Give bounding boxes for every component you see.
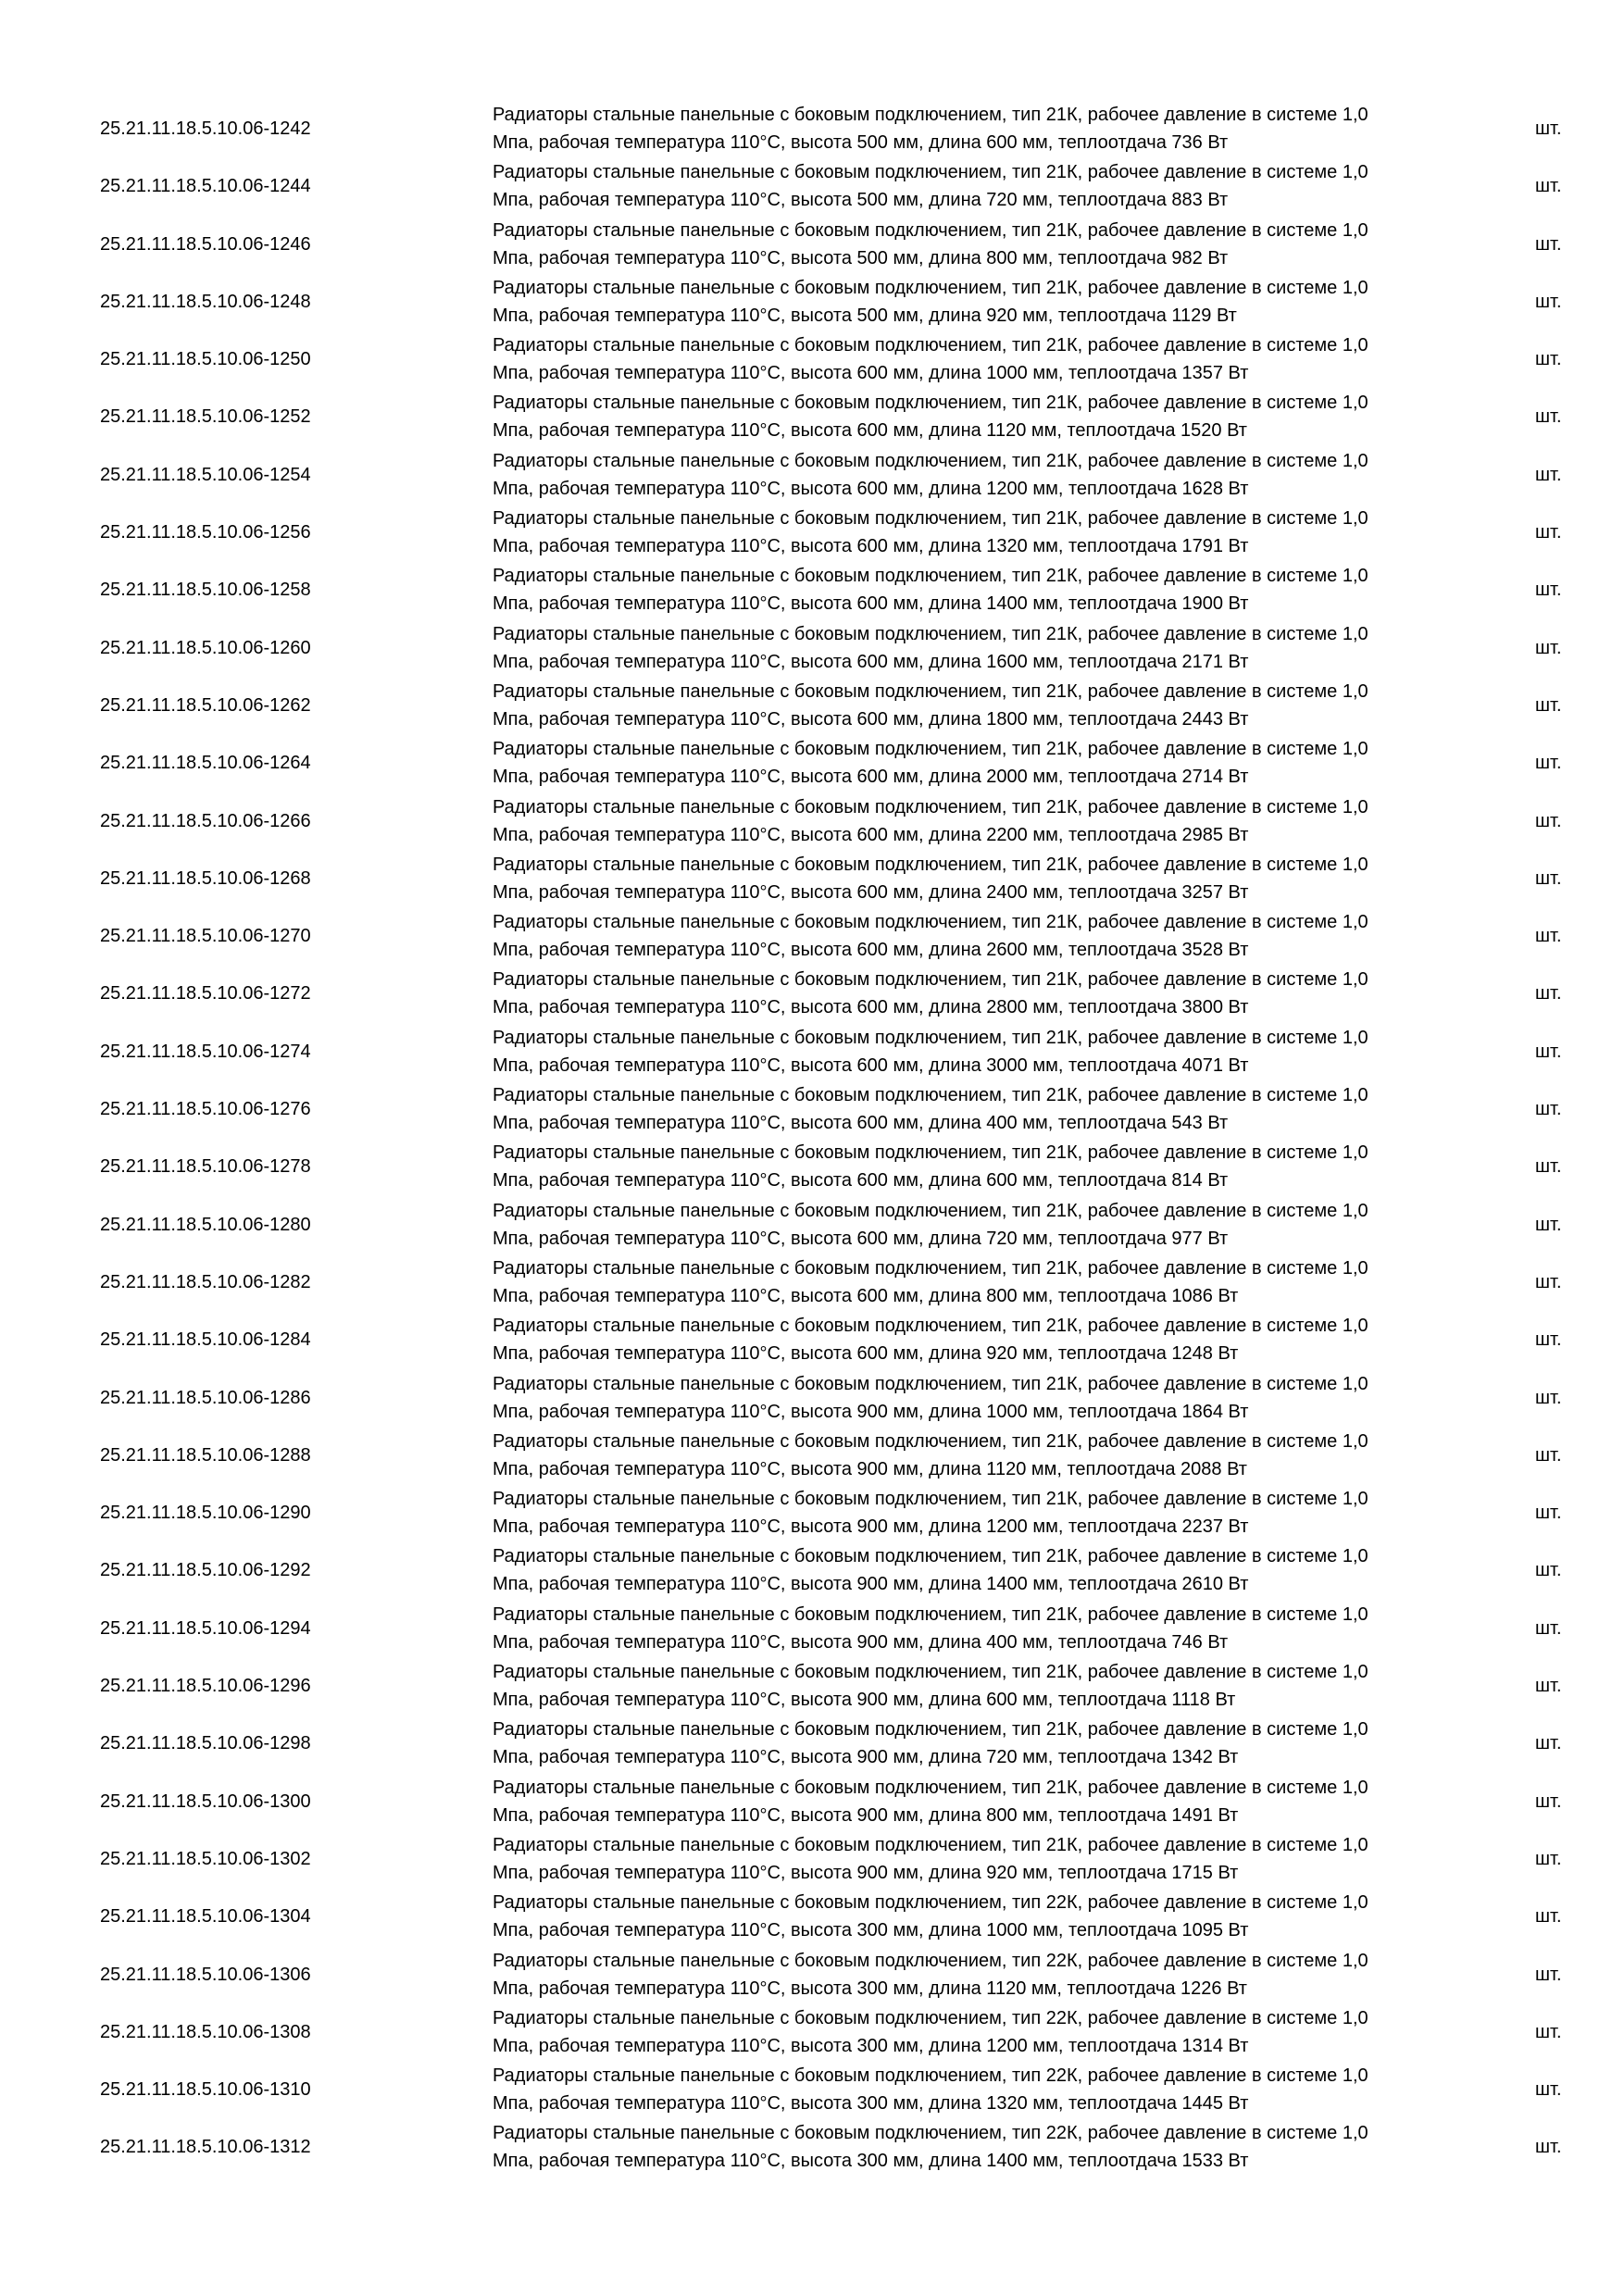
row-code: 25.21.11.18.5.10.06-1252 [100, 406, 311, 428]
row-unit: шт. [1535, 1329, 1562, 1351]
row-description-line-2: Мпа, рабочая температура 110°С, высота 300 мм, длина 1320 мм, теплоотдача 1445 Вт [493, 2093, 1249, 2115]
row-description-line-1: Радиаторы стальные панельные с боковым подключением, тип 21К, рабочее давление в системе 1,0 [493, 450, 1368, 471]
row-code: 25.21.11.18.5.10.06-1248 [100, 291, 311, 312]
row-description-line-1: Радиаторы стальные панельные с боковым подключением, тип 21К, рабочее давление в системе 1,0 [493, 680, 1368, 702]
table-row [93, 2003, 1574, 2061]
row-description [493, 1657, 1557, 1715]
row-code: 25.21.11.18.5.10.06-1250 [100, 349, 311, 370]
price-table [93, 100, 1574, 2177]
row-description-line-2: Мпа, рабочая температура 110°С, высота 300 мм, длина 1200 мм, теплоотдача 1314 Вт [493, 2035, 1249, 2056]
row-description-line-1: Радиаторы стальные панельные с боковым подключением, тип 21К, рабочее давление в системе 1,0 [493, 566, 1368, 587]
table-row [93, 850, 1574, 907]
row-description [493, 1600, 1557, 1657]
row-description [493, 388, 1557, 445]
row-description-line-1: Радиаторы стальные панельные с боковым подключением, тип 21К, рабочее давление в системе 1,0 [493, 969, 1368, 991]
row-description [493, 273, 1557, 331]
row-description-line-2: Мпа, рабочая температура 110°С, высота 600 мм, длина 1600 мм, теплоотдача 2171 Вт [493, 651, 1249, 672]
row-unit: шт. [1535, 1560, 1562, 1581]
row-description [493, 1484, 1557, 1541]
table-row [93, 1830, 1574, 1888]
row-description [493, 331, 1557, 388]
table-row [93, 216, 1574, 273]
row-unit: шт. [1535, 580, 1562, 601]
row-unit: шт. [1535, 1099, 1562, 1120]
row-unit: шт. [1535, 1271, 1562, 1292]
row-description [493, 2003, 1557, 2061]
row-code: 25.21.11.18.5.10.06-1258 [100, 580, 311, 601]
table-row [93, 1254, 1574, 1311]
row-code: 25.21.11.18.5.10.06-1264 [100, 753, 311, 774]
row-unit: шт. [1535, 1791, 1562, 1812]
row-description-line-2: Мпа, рабочая температура 110°С, высота 600 мм, длина 1000 мм, теплоотдача 1357 Вт [493, 363, 1249, 384]
table-row [93, 734, 1574, 792]
row-description-line-1: Радиаторы стальные панельные с боковым подключением, тип 21К, рабочее давление в системе 1,0 [493, 162, 1368, 183]
row-unit: шт. [1535, 694, 1562, 716]
row-code: 25.21.11.18.5.10.06-1296 [100, 1676, 311, 1697]
row-description [493, 1946, 1557, 2003]
row-description [493, 1196, 1557, 1254]
row-unit: шт. [1535, 810, 1562, 831]
row-unit: шт. [1535, 1387, 1562, 1408]
row-unit: шт. [1535, 867, 1562, 889]
row-description-line-2: Мпа, рабочая температура 110°С, высота 600 мм, длина 920 мм, теплоотдача 1248 Вт [493, 1343, 1239, 1365]
row-code: 25.21.11.18.5.10.06-1284 [100, 1329, 311, 1351]
row-unit: шт. [1535, 1214, 1562, 1235]
row-description-line-1: Радиаторы стальные панельные с боковым подключением, тип 21К, рабочее давление в системе 1,0 [493, 796, 1368, 817]
table-row [93, 2061, 1574, 2118]
row-description-line-2: Мпа, рабочая температура 110°С, высота 900 мм, длина 720 мм, теплоотдача 1342 Вт [493, 1747, 1239, 1768]
row-description [493, 1254, 1557, 1311]
row-description-line-2: Мпа, рабочая температура 110°С, высота 300 мм, длина 1000 мм, теплоотдача 1095 Вт [493, 1920, 1249, 1941]
row-description-line-1: Радиаторы стальные панельные с боковым подключением, тип 21К, рабочее давление в системе 1,0 [493, 1085, 1368, 1106]
table-row [93, 619, 1574, 677]
row-unit: шт. [1535, 1676, 1562, 1697]
row-code: 25.21.11.18.5.10.06-1260 [100, 637, 311, 658]
row-description-line-2: Мпа, рабочая температура 110°С, высота 500 мм, длина 800 мм, теплоотдача 982 Вт [493, 247, 1229, 268]
row-unit: шт. [1535, 753, 1562, 774]
row-description-line-1: Радиаторы стальные панельные с боковым подключением, тип 21К, рабочее давление в системе 1,0 [493, 1834, 1368, 1855]
table-row [93, 907, 1574, 965]
row-code: 25.21.11.18.5.10.06-1270 [100, 926, 311, 947]
table-row [93, 1946, 1574, 2003]
row-description-line-2: Мпа, рабочая температура 110°С, высота 500 мм, длина 720 мм, теплоотдача 883 Вт [493, 190, 1229, 211]
row-code: 25.21.11.18.5.10.06-1302 [100, 1848, 311, 1869]
row-code: 25.21.11.18.5.10.06-1274 [100, 1041, 311, 1062]
table-row [93, 1657, 1574, 1715]
row-description-line-1: Радиаторы стальные панельные с боковым подключением, тип 21К, рабочее давление в системе 1,0 [493, 912, 1368, 933]
row-code: 25.21.11.18.5.10.06-1300 [100, 1791, 311, 1812]
row-description-line-1: Радиаторы стальные панельные с боковым подключением, тип 21К, рабочее давление в системе 1,0 [493, 1027, 1368, 1048]
row-description-line-2: Мпа, рабочая температура 110°С, высота 600 мм, длина 400 мм, теплоотдача 543 Вт [493, 1113, 1229, 1134]
row-unit: шт. [1535, 1503, 1562, 1524]
row-code: 25.21.11.18.5.10.06-1242 [100, 119, 311, 139]
row-code: 25.21.11.18.5.10.06-1308 [100, 2021, 311, 2042]
row-description-line-2: Мпа, рабочая температура 110°С, высота 900 мм, длина 800 мм, теплоотдача 1491 Вт [493, 1804, 1239, 1826]
table-row [93, 1541, 1574, 1599]
row-description-line-1: Радиаторы стальные панельные с боковым подключением, тип 21К, рабочее давление в системе 1,0 [493, 623, 1368, 644]
row-description-line-2: Мпа, рабочая температура 110°С, высота 600 мм, длина 2200 мм, теплоотдача 2985 Вт [493, 824, 1249, 845]
table-row [93, 446, 1574, 504]
table-row [93, 1138, 1574, 1195]
row-code: 25.21.11.18.5.10.06-1246 [100, 233, 311, 255]
row-description [493, 1138, 1557, 1195]
table-row [93, 1484, 1574, 1541]
row-unit: шт. [1535, 1444, 1562, 1466]
row-description-line-2: Мпа, рабочая температура 110°С, высота 600 мм, длина 1800 мм, теплоотдача 2443 Вт [493, 708, 1249, 730]
row-unit: шт. [1535, 464, 1562, 485]
row-description-line-1: Радиаторы стальные панельные с боковым подключением, тип 21К, рабочее давление в системе 1,0 [493, 1257, 1368, 1279]
row-description-line-1: Радиаторы стальные панельные с боковым подключением, тип 21К, рабочее давление в системе 1,0 [493, 1430, 1368, 1452]
row-description [493, 850, 1557, 907]
row-code: 25.21.11.18.5.10.06-1290 [100, 1503, 311, 1524]
table-row [93, 1196, 1574, 1254]
row-unit: шт. [1535, 2137, 1562, 2158]
row-description [493, 965, 1557, 1022]
row-description-line-2: Мпа, рабочая температура 110°С, высота 600 мм, длина 2400 мм, теплоотдача 3257 Вт [493, 881, 1249, 903]
row-code: 25.21.11.18.5.10.06-1256 [100, 522, 311, 543]
row-description-line-2: Мпа, рабочая температура 110°С, высота 900 мм, длина 1400 мм, теплоотдача 2610 Вт [493, 1574, 1249, 1595]
row-unit: шт. [1535, 1617, 1562, 1639]
row-description-line-1: Радиаторы стальные панельные с боковым подключением, тип 21К, рабочее давление в системе 1,0 [493, 1777, 1368, 1798]
row-code: 25.21.11.18.5.10.06-1268 [100, 867, 311, 889]
row-unit: шт. [1535, 406, 1562, 428]
row-description [493, 504, 1557, 561]
row-description-line-2: Мпа, рабочая температура 110°С, высота 500 мм, длина 920 мм, теплоотдача 1129 Вт [493, 305, 1237, 326]
row-description-line-1: Радиаторы стальные панельные с боковым подключением, тип 21К, рабочее давление в системе 1,0 [493, 1546, 1368, 1567]
row-unit: шт. [1535, 2079, 1562, 2101]
row-description-line-1: Радиаторы стальные панельные с боковым подключением, тип 21К, рабочее давление в системе 1,0 [493, 854, 1368, 875]
table-row [93, 2118, 1574, 2176]
table-row [93, 792, 1574, 850]
row-description [493, 792, 1557, 850]
row-code: 25.21.11.18.5.10.06-1294 [100, 1617, 311, 1639]
row-description-line-2: Мпа, рабочая температура 110°С, высота 900 мм, длина 400 мм, теплоотдача 746 Вт [493, 1631, 1229, 1653]
row-description-line-2: Мпа, рабочая температура 110°С, высота 600 мм, длина 2000 мм, теплоотдача 2714 Вт [493, 767, 1249, 788]
table-row [93, 1773, 1574, 1830]
table-row [93, 561, 1574, 618]
row-description-line-1: Радиаторы стальные панельные с боковым подключением, тип 21К, рабочее давление в системе 1,0 [493, 1603, 1368, 1625]
row-description-line-2: Мпа, рабочая температура 110°С, высота 600 мм, длина 800 мм, теплоотдача 1086 Вт [493, 1285, 1239, 1306]
row-code: 25.21.11.18.5.10.06-1244 [100, 176, 311, 197]
row-description-line-1: Радиаторы стальные панельные с боковым подключением, тип 21К, рабочее давление в системе 1,0 [493, 1373, 1368, 1394]
row-description [493, 1369, 1557, 1427]
row-description-line-2: Мпа, рабочая температура 110°С, высота 900 мм, длина 920 мм, теплоотдача 1715 Вт [493, 1862, 1239, 1883]
row-description-line-1: Радиаторы стальные панельные с боковым подключением, тип 21К, рабочее давление в системе 1,0 [493, 1662, 1368, 1683]
row-description-line-1: Радиаторы стальные панельные с боковым подключением, тип 22К, рабочее давление в системе 1,0 [493, 2123, 1368, 2144]
row-description-line-2: Мпа, рабочая температура 110°С, высота 600 мм, длина 720 мм, теплоотдача 977 Вт [493, 1228, 1229, 1249]
row-description [493, 561, 1557, 618]
row-code: 25.21.11.18.5.10.06-1280 [100, 1214, 311, 1235]
row-unit: шт. [1535, 1848, 1562, 1869]
row-description [493, 619, 1557, 677]
row-unit: шт. [1535, 291, 1562, 312]
row-description-line-2: Мпа, рабочая температура 110°С, высота 300 мм, длина 1120 мм, теплоотдача 1226 Вт [493, 1978, 1247, 1999]
row-description-line-1: Радиаторы стальные панельные с боковым подключением, тип 21К, рабочее давление в системе 1,0 [493, 1142, 1368, 1164]
row-description [493, 1080, 1557, 1138]
row-code: 25.21.11.18.5.10.06-1312 [100, 2137, 311, 2158]
row-description [493, 157, 1557, 215]
row-unit: шт. [1535, 1733, 1562, 1754]
row-description-line-2: Мпа, рабочая температура 110°С, высота 900 мм, длина 1200 мм, теплоотдача 2237 Вт [493, 1516, 1249, 1538]
row-description-line-2: Мпа, рабочая температура 110°С, высота 600 мм, длина 2800 мм, теплоотдача 3800 Вт [493, 997, 1249, 1018]
row-code: 25.21.11.18.5.10.06-1288 [100, 1444, 311, 1466]
row-description-line-2: Мпа, рабочая температура 110°С, высота 600 мм, длина 1200 мм, теплоотдача 1628 Вт [493, 478, 1249, 499]
row-description-line-1: Радиаторы стальные панельные с боковым подключением, тип 21К, рабочее давление в системе 1,0 [493, 1489, 1368, 1510]
table-row [93, 1427, 1574, 1484]
row-description-line-1: Радиаторы стальные панельные с боковым подключением, тип 21К, рабочее давление в системе 1,0 [493, 277, 1368, 298]
row-unit: шт. [1535, 1041, 1562, 1062]
table-row [93, 331, 1574, 388]
row-code: 25.21.11.18.5.10.06-1310 [100, 2079, 311, 2101]
row-unit: шт. [1535, 1156, 1562, 1178]
row-description-line-1: Радиаторы стальные панельные с боковым подключением, тип 21К, рабочее давление в системе 1,0 [493, 393, 1368, 414]
row-description [493, 1773, 1557, 1830]
row-unit: шт. [1535, 349, 1562, 370]
row-unit: шт. [1535, 1906, 1562, 1928]
row-unit: шт. [1535, 2021, 1562, 2042]
row-description-line-1: Радиаторы стальные панельные с боковым подключением, тип 21К, рабочее давление в системе 1,0 [493, 1719, 1368, 1741]
row-description-line-1: Радиаторы стальные панельные с боковым подключением, тип 22К, рабочее давление в системе 1,0 [493, 1892, 1368, 1914]
row-code: 25.21.11.18.5.10.06-1282 [100, 1271, 311, 1292]
row-unit: шт. [1535, 637, 1562, 658]
row-description [493, 1311, 1557, 1368]
row-description-line-1: Радиаторы стальные панельные с боковым подключением, тип 22К, рабочее давление в системе 1,0 [493, 1950, 1368, 1971]
table-row [93, 1311, 1574, 1368]
row-description-line-2: Мпа, рабочая температура 110°С, высота 600 мм, длина 600 мм, теплоотдача 814 Вт [493, 1170, 1229, 1192]
row-code: 25.21.11.18.5.10.06-1292 [100, 1560, 311, 1581]
row-description-line-1: Радиаторы стальные панельные с боковым подключением, тип 21К, рабочее давление в системе 1,0 [493, 219, 1368, 241]
row-description [493, 2061, 1557, 2118]
row-description-line-2: Мпа, рабочая температура 110°С, высота 500 мм, длина 600 мм, теплоотдача 736 Вт [493, 132, 1229, 153]
row-description [493, 1715, 1557, 1772]
row-code: 25.21.11.18.5.10.06-1272 [100, 983, 311, 1004]
row-description-line-2: Мпа, рабочая температура 110°С, высота 600 мм, длина 1120 мм, теплоотдача 1520 Вт [493, 420, 1247, 442]
row-unit: шт. [1535, 1964, 1562, 1985]
row-code: 25.21.11.18.5.10.06-1266 [100, 810, 311, 831]
table-row [93, 1888, 1574, 1945]
row-description-line-2: Мпа, рабочая температура 110°С, высота 900 мм, длина 600 мм, теплоотдача 1118 Вт [493, 1690, 1236, 1711]
table-row [93, 157, 1574, 215]
row-description-line-1: Радиаторы стальные панельные с боковым подключением, тип 21К, рабочее давление в системе 1,0 [493, 1316, 1368, 1337]
row-description-line-2: Мпа, рабочая температура 110°С, высота 900 мм, длина 1000 мм, теплоотдача 1864 Вт [493, 1401, 1249, 1422]
row-description-line-1: Радиаторы стальные панельные с боковым подключением, тип 21К, рабочее давление в системе 1,0 [493, 739, 1368, 760]
row-description-line-1: Радиаторы стальные панельные с боковым подключением, тип 21К, рабочее давление в системе 1,0 [493, 105, 1368, 125]
row-code: 25.21.11.18.5.10.06-1278 [100, 1156, 311, 1178]
row-description [493, 907, 1557, 965]
table-row [93, 1600, 1574, 1657]
row-description [493, 216, 1557, 273]
row-description-line-2: Мпа, рабочая температура 110°С, высота 600 мм, длина 1400 мм, теплоотдача 1900 Вт [493, 593, 1249, 615]
table-row [93, 1080, 1574, 1138]
table-row [93, 388, 1574, 445]
table-row [93, 677, 1574, 734]
row-unit: шт. [1535, 983, 1562, 1004]
row-description [493, 1023, 1557, 1080]
row-description [493, 2118, 1557, 2176]
table-row [93, 965, 1574, 1022]
row-description-line-2: Мпа, рабочая температура 110°С, высота 600 мм, длина 1320 мм, теплоотдача 1791 Вт [493, 536, 1249, 557]
row-description-line-2: Мпа, рабочая температура 110°С, высота 600 мм, длина 3000 мм, теплоотдача 4071 Вт [493, 1054, 1249, 1076]
row-unit: шт. [1535, 119, 1562, 139]
row-description-line-2: Мпа, рабочая температура 110°С, высота 900 мм, длина 1120 мм, теплоотдача 2088 Вт [493, 1458, 1247, 1479]
row-unit: шт. [1535, 176, 1562, 197]
row-description-line-1: Радиаторы стальные панельные с боковым подключением, тип 21К, рабочее давление в системе 1,0 [493, 335, 1368, 356]
row-description [493, 1541, 1557, 1599]
row-description-line-1: Радиаторы стальные панельные с боковым подключением, тип 21К, рабочее давление в системе 1,0 [493, 508, 1368, 530]
row-description [493, 1427, 1557, 1484]
row-unit: шт. [1535, 926, 1562, 947]
row-description-line-2: Мпа, рабочая температура 110°С, высота 600 мм, длина 2600 мм, теплоотдача 3528 Вт [493, 940, 1249, 961]
table-row [93, 1369, 1574, 1427]
table-row [93, 100, 1574, 157]
row-code: 25.21.11.18.5.10.06-1254 [100, 464, 311, 485]
row-description [493, 734, 1557, 792]
table-row [93, 273, 1574, 331]
table-row [93, 504, 1574, 561]
row-code: 25.21.11.18.5.10.06-1304 [100, 1906, 311, 1928]
row-unit: шт. [1535, 522, 1562, 543]
row-description-line-1: Радиаторы стальные панельные с боковым подключением, тип 22К, рабочее давление в системе 1,0 [493, 2065, 1368, 2087]
row-description [493, 677, 1557, 734]
row-code: 25.21.11.18.5.10.06-1306 [100, 1964, 311, 1985]
row-description-line-1: Радиаторы стальные панельные с боковым подключением, тип 21К, рабочее давление в системе 1,0 [493, 1200, 1368, 1221]
row-unit: шт. [1535, 233, 1562, 255]
table-row [93, 1023, 1574, 1080]
row-description [493, 100, 1557, 157]
row-code: 25.21.11.18.5.10.06-1298 [100, 1733, 311, 1754]
row-description-line-1: Радиаторы стальные панельные с боковым подключением, тип 22К, рабочее давление в системе 1,0 [493, 2007, 1368, 2028]
row-code: 25.21.11.18.5.10.06-1286 [100, 1387, 311, 1408]
row-description-line-2: Мпа, рабочая температура 110°С, высота 300 мм, длина 1400 мм, теплоотдача 1533 Вт [493, 2151, 1249, 2172]
row-code: 25.21.11.18.5.10.06-1262 [100, 694, 311, 716]
row-description [493, 446, 1557, 504]
row-code: 25.21.11.18.5.10.06-1276 [100, 1099, 311, 1120]
table-row [93, 1715, 1574, 1772]
row-description [493, 1830, 1557, 1888]
row-description [493, 1888, 1557, 1945]
